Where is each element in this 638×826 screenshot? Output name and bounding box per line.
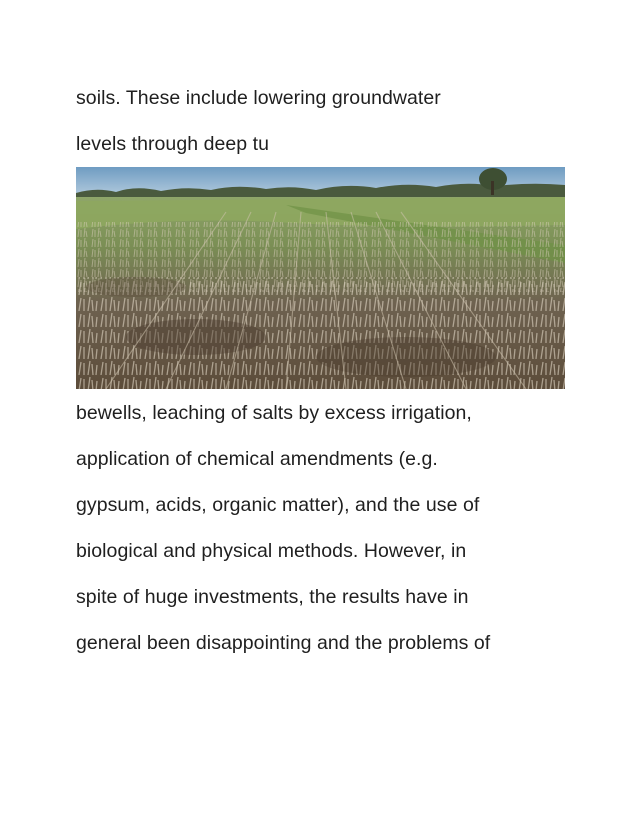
text-line-3: bewells, leaching of salts by excess irrigation, <box>76 402 472 424</box>
text-line-7: spite of huge investments, the results have in <box>76 586 469 608</box>
text-line-1: soils. These include lowering groundwater <box>76 87 441 109</box>
field-photo <box>76 167 565 389</box>
text-line-6: biological and physical methods. However, in <box>76 540 467 562</box>
text-line-4: application of chemical amendments (e.g. <box>76 448 438 470</box>
text-line-2: levels through deep tu <box>76 133 269 155</box>
text-line-8: general been disappointing and the problems of <box>76 632 491 654</box>
text-line-5: gypsum, acids, organic matter), and the use of <box>76 494 480 516</box>
